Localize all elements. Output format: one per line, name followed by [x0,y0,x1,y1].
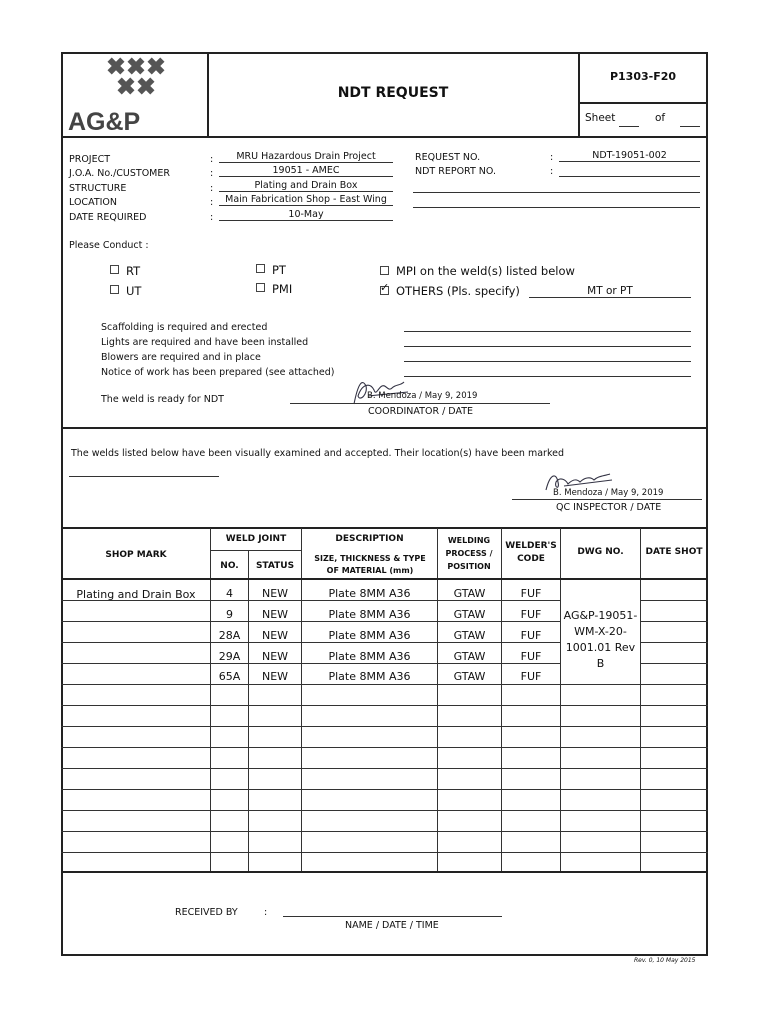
notice-line [404,376,691,377]
location-field[interactable]: Main Fabrication Shop - East Wing [219,194,393,206]
status-cell: NEW [261,629,289,642]
mpi-label: MPI on the weld(s) listed below [396,264,575,278]
welder-code-cell: FUF [520,670,542,683]
inspector-label: QC INSPECTOR / DATE [556,502,662,513]
request-no-field[interactable]: NDT-19051-002 [559,150,700,162]
colon: : [210,154,214,165]
process-cell: GTAW [453,650,486,663]
ready-text: The weld is ready for NDT [101,394,224,405]
colon: : [210,212,214,223]
sheet-number-field[interactable] [619,114,639,127]
material-cell: Plate 8MM A36 [328,629,411,642]
date-required-field[interactable]: 10-May [219,209,393,221]
structure-field[interactable]: Plating and Drain Box [219,180,393,192]
joa-field[interactable]: 19051 - AMEC [219,165,393,177]
process-cell: GTAW [453,670,486,683]
blowers-line [404,361,691,362]
dwg-no-cell [561,608,640,672]
marked-location-line [69,476,219,477]
status-cell: NEW [261,670,289,683]
shop-mark-header: SHOP MARK [105,550,167,560]
date-required-label: DATE REQUIRED [69,212,147,223]
inspection-statement: The welds listed below have been visually examined and accepted. Their location(s) have been marked [71,448,564,459]
colon: : [264,907,268,918]
row-line [210,550,301,551]
welder-code-cell: FUF [520,587,542,600]
material-header: SIZE, THICKNESS & TYPE OF MATERIAL (mm) [314,554,426,575]
ut-label: UT [126,284,142,298]
table-bottom-line [61,871,708,873]
process-cell: GTAW [453,608,486,621]
shop-mark-cell: Plating and Drain Box [76,588,196,601]
colon: : [550,152,554,163]
inspector-line [512,499,702,500]
material-cell: Plate 8MM A36 [328,650,411,663]
pmi-checkbox[interactable] [256,283,265,292]
section-divider [61,427,708,429]
scaffolding-text: Scaffolding is required and erected [101,322,268,333]
dwg-line: WM-X-20- [574,625,627,638]
weld-no-cell: 28A [218,629,241,642]
weld-no-cell: 29A [218,650,241,663]
check-icon: ✓ [380,281,390,294]
status-cell: NEW [261,650,289,663]
section-divider [61,527,708,529]
pt-label: PT [272,263,286,277]
weld-no-cell: 9 [226,608,233,621]
dwg-no-header: DWG NO. [577,547,624,557]
status-cell: NEW [261,608,289,621]
pt-checkbox[interactable] [256,264,265,273]
description-header: DESCRIPTION [335,534,404,544]
colon: : [210,168,214,179]
received-by-line[interactable] [283,916,502,917]
weld-no-cell: 65A [218,670,241,683]
project-label: PROJECT [69,154,111,165]
process-cell: GTAW [453,629,486,642]
rt-checkbox[interactable] [110,265,119,274]
welder-code-cell: FUF [520,608,542,621]
inspector-signature-text: B. Mendoza / May 9, 2019 [553,488,664,498]
sheet-total-field[interactable] [680,114,700,127]
ndt-report-field[interactable] [559,164,700,177]
mpi-checkbox[interactable] [380,266,389,275]
welder-code-cell: FUF [520,650,542,663]
please-conduct-label: Please Conduct : [69,240,149,251]
no-header: NO. [220,561,239,571]
page-title: NDT REQUEST [337,85,449,101]
scaffolding-line [404,331,691,332]
material-cell: Plate 8MM A36 [328,587,411,600]
others-specify-field[interactable]: MT or PT [529,285,691,298]
header-divider-right [578,52,580,137]
process-cell: GTAW [453,587,486,600]
colon: : [550,166,554,177]
material-cell: Plate 8MM A36 [328,608,411,621]
status-cell: NEW [261,587,289,600]
welder-code-cell: FUF [520,629,542,642]
dwg-line: 1001.01 Rev B [565,641,636,670]
dwg-line: AG&P-19051- [563,609,638,622]
sheet-label: Sheet [585,112,616,124]
coordinator-label: COORDINATOR / DATE [368,406,474,417]
structure-label: STRUCTURE [69,183,127,194]
company-logo [68,56,204,136]
ndt-report-label: NDT REPORT NO. [415,166,497,177]
weld-no-cell: 4 [226,587,233,600]
date-shot-header: DATE SHOT [645,547,703,557]
status-header: STATUS [255,561,295,571]
revision-text: Rev. 0, 10 May 2015 [634,957,696,964]
others-label: OTHERS (Pls. specify) [396,284,520,298]
pmi-label: PMI [272,282,293,296]
request-no-label: REQUEST NO. [415,152,481,163]
blank-line [413,207,700,208]
logo-text: AG&P [68,108,141,136]
notice-text: Notice of work has been prepared (see attached) [101,367,335,378]
welder-code-header: WELDER'S CODE [505,541,557,564]
form-code: P1303-F20 [609,70,677,83]
joa-label: J.O.A. No./CUSTOMER [69,168,170,179]
welding-process-header: WELDING PROCESS / POSITION [445,536,493,571]
material-cell: Plate 8MM A36 [328,670,411,683]
rt-label: RT [126,264,141,278]
lights-line [404,346,691,347]
blowers-text: Blowers are required and in place [101,352,261,363]
coordinator-signature-text: B. Mendoza / May 9, 2019 [367,391,478,401]
coordinator-line [290,403,550,404]
blank-line [413,192,700,193]
colon: : [210,183,214,194]
table-header-bottom [61,578,708,580]
weld-joint-header: WELD JOINT [225,534,287,544]
received-by-label: RECEIVED BY [175,907,238,918]
name-date-time-label: NAME / DATE / TIME [345,920,439,931]
header-divider-sheet [578,102,708,104]
of-label: of [655,112,666,124]
ut-checkbox[interactable] [110,285,119,294]
lights-text: Lights are required and have been installed [101,337,309,348]
colon: : [210,197,214,208]
location-label: LOCATION [69,197,118,208]
project-field[interactable]: MRU Hazardous Drain Project [219,151,393,163]
